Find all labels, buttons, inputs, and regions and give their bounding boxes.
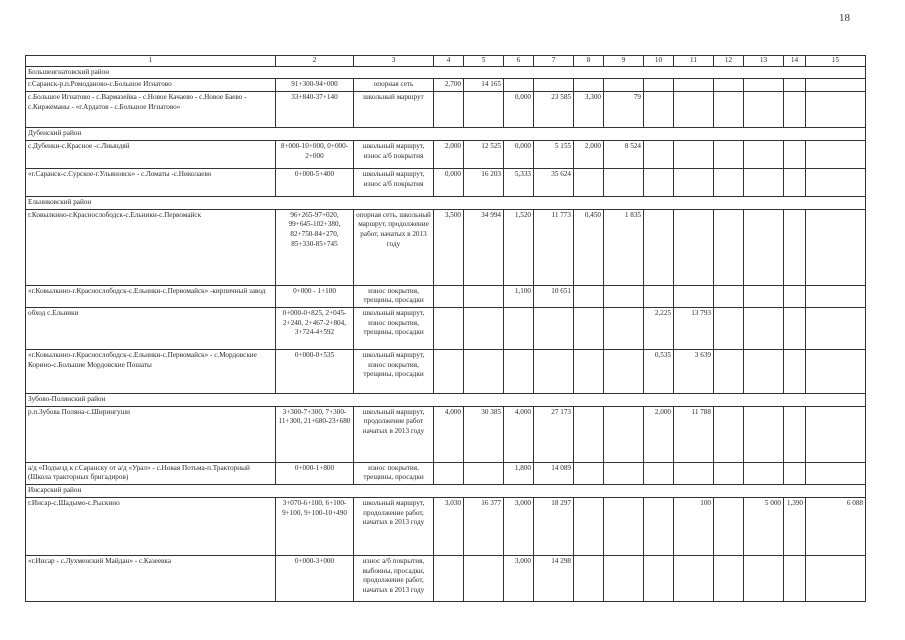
value-cell: 18 297 <box>534 497 574 555</box>
district-title: Инсарский район <box>26 485 866 498</box>
value-cell <box>806 406 866 462</box>
value-cell: 4,000 <box>504 406 534 462</box>
value-cell <box>744 168 784 196</box>
value-cell <box>644 555 674 601</box>
value-cell: 11 788 <box>674 406 714 462</box>
table-row <box>26 79 866 92</box>
district-title: Зубово-Полянский район <box>26 394 866 407</box>
km-range-cell: 33+840-37+140 <box>276 92 354 128</box>
value-cell: 6 088 <box>806 497 866 555</box>
road-name-cell: р.п.Зубова Поляна-с.Ширингуши <box>26 406 276 462</box>
road-name-cell: г.Саранск-р.п.Ромоданово-с.Большое Игнатово <box>26 79 276 92</box>
value-cell <box>604 497 644 555</box>
column-header: 15 <box>806 56 866 67</box>
table-row <box>26 209 866 285</box>
road-name-cell: «г.Саранск-с.Сурское-г.Ульяновск» - с.Ломаты -с.Николаево <box>26 168 276 196</box>
value-cell: 5,333 <box>504 168 534 196</box>
value-cell <box>744 140 784 168</box>
value-cell <box>604 168 644 196</box>
km-range-cell: 0+000-3+000 <box>276 555 354 601</box>
value-cell <box>604 79 644 92</box>
value-cell <box>574 285 604 307</box>
value-cell <box>714 462 744 484</box>
value-cell <box>806 209 866 285</box>
district-row <box>26 66 866 79</box>
value-cell: 2,000 <box>644 406 674 462</box>
header-row <box>26 56 866 67</box>
value-cell: 0,535 <box>644 350 674 394</box>
value-cell <box>644 497 674 555</box>
value-cell <box>504 308 534 350</box>
purpose-cell: школьный маршрут, износ покрытия, трещины, просадки <box>354 350 434 394</box>
value-cell: 1 835 <box>604 209 644 285</box>
column-header: 6 <box>504 56 534 67</box>
column-header: 9 <box>604 56 644 67</box>
district-row <box>26 394 866 407</box>
value-cell: 79 <box>604 92 644 128</box>
km-range-cell: 3+070-6+100, 6+100-9+100, 9+100-10+490 <box>276 497 354 555</box>
district-title: Ельниковский район <box>26 196 866 209</box>
km-range-cell: 0+000 - 1+100 <box>276 285 354 307</box>
value-cell <box>744 462 784 484</box>
value-cell: 23 585 <box>534 92 574 128</box>
purpose-cell: школьный маршрут, продолжение работ начатых в 2013 году <box>354 406 434 462</box>
value-cell: 2,000 <box>434 140 464 168</box>
value-cell <box>744 350 784 394</box>
value-cell <box>464 350 504 394</box>
value-cell <box>604 555 644 601</box>
value-cell: 1,100 <box>504 285 534 307</box>
value-cell <box>674 285 714 307</box>
value-cell: 5 000 <box>744 497 784 555</box>
value-cell <box>714 350 744 394</box>
value-cell <box>644 462 674 484</box>
value-cell <box>434 462 464 484</box>
value-cell <box>644 285 674 307</box>
value-cell: 14 165 <box>464 79 504 92</box>
value-cell: 10 651 <box>534 285 574 307</box>
km-range-cell: 0+000-0+535 <box>276 350 354 394</box>
table-row <box>26 92 866 128</box>
road-name-cell: а/д «Подъезд к г.Саранску от а/д «Урал» - с.Новая Потьма-п.Тракторный (Школа тракторных бригадиров) <box>26 462 276 484</box>
value-cell <box>806 462 866 484</box>
road-name-cell: «г.Ковылкино-г.Краснослободск-с.Ельники-с.Первомайск» -кирпичный завод <box>26 285 276 307</box>
district-row <box>26 196 866 209</box>
value-cell: 35 624 <box>534 168 574 196</box>
value-cell <box>604 350 644 394</box>
road-name-cell: обход с.Ельники <box>26 308 276 350</box>
value-cell <box>434 350 464 394</box>
value-cell: 3,000 <box>504 497 534 555</box>
value-cell <box>574 79 604 92</box>
value-cell <box>574 168 604 196</box>
purpose-cell: опорная сеть <box>354 79 434 92</box>
km-range-cell: 0+000-1+800 <box>276 462 354 484</box>
value-cell: 16 377 <box>464 497 504 555</box>
km-range-cell: 91+300-94+000 <box>276 79 354 92</box>
value-cell <box>744 285 784 307</box>
value-cell: 0,000 <box>504 92 534 128</box>
purpose-cell: опорная сеть, школьный маршрут, продолжение работ, начатых в 2013 году <box>354 209 434 285</box>
value-cell <box>714 92 744 128</box>
value-cell <box>714 168 744 196</box>
value-cell <box>784 92 806 128</box>
value-cell: 3,030 <box>434 497 464 555</box>
value-cell <box>806 168 866 196</box>
column-header: 5 <box>464 56 504 67</box>
purpose-cell: школьный маршрут, износ покрытия, трещины, просадки <box>354 308 434 350</box>
km-range-cell: 8+000-10+000, 0+000-2+000 <box>276 140 354 168</box>
road-works-table <box>25 55 866 602</box>
purpose-cell: школьный маршрут, продолжение работ, начатых в 2013 году <box>354 497 434 555</box>
value-cell: 1,390 <box>784 497 806 555</box>
km-range-cell: 3+300-7+300, 7+300-11+300, 21+680-23+680 <box>276 406 354 462</box>
value-cell <box>714 555 744 601</box>
value-cell <box>784 406 806 462</box>
value-cell: 0,000 <box>434 168 464 196</box>
value-cell: 34 994 <box>464 209 504 285</box>
value-cell <box>574 497 604 555</box>
value-cell <box>674 92 714 128</box>
value-cell: 2,700 <box>434 79 464 92</box>
value-cell <box>644 209 674 285</box>
value-cell <box>644 168 674 196</box>
value-cell: 1,800 <box>504 462 534 484</box>
road-name-cell: г.Инсар-с.Шадымо-с.Рыскино <box>26 497 276 555</box>
value-cell: 8 524 <box>604 140 644 168</box>
value-cell <box>674 140 714 168</box>
value-cell: 11 773 <box>534 209 574 285</box>
value-cell: 16 203 <box>464 168 504 196</box>
km-range-cell: 0+000-5+400 <box>276 168 354 196</box>
value-cell: 14 089 <box>534 462 574 484</box>
column-header: 8 <box>574 56 604 67</box>
value-cell: 3,500 <box>434 209 464 285</box>
column-header: 10 <box>644 56 674 67</box>
value-cell <box>806 285 866 307</box>
value-cell: 1,520 <box>504 209 534 285</box>
road-name-cell: с.Большое Игнатово - с.Вармазейка - с.Новое Качаево - с.Новое Баево - с.Киржеманы - «г.Ардатов - с.Большое Игнатово» <box>26 92 276 128</box>
road-name-cell: г.Ковылкино-г.Краснослободск-с.Ельники-с.Первомайск <box>26 209 276 285</box>
district-row <box>26 485 866 498</box>
value-cell: 30 385 <box>464 406 504 462</box>
column-header: 14 <box>784 56 806 67</box>
column-header: 3 <box>354 56 434 67</box>
value-cell <box>714 140 744 168</box>
value-cell: 13 793 <box>674 308 714 350</box>
value-cell <box>714 79 744 92</box>
value-cell: 14 298 <box>534 555 574 601</box>
table-row <box>26 140 866 168</box>
column-header: 7 <box>534 56 574 67</box>
table-row <box>26 350 866 394</box>
value-cell <box>806 308 866 350</box>
purpose-cell: школьный маршрут, износ а/б покрытия <box>354 140 434 168</box>
value-cell <box>784 308 806 350</box>
value-cell: 12 525 <box>464 140 504 168</box>
value-cell <box>784 350 806 394</box>
district-title: Большеигнатовский район <box>26 66 866 79</box>
page-number: 18 <box>839 12 850 24</box>
value-cell <box>744 92 784 128</box>
value-cell: 27 173 <box>534 406 574 462</box>
road-name-cell: «г.Ковылкино-г.Краснослободск-с.Ельники-с.Первомайск» - с.Мордовские Корино-с.Большие Мордовские Пошаты <box>26 350 276 394</box>
value-cell <box>784 285 806 307</box>
value-cell <box>464 555 504 601</box>
table-row <box>26 168 866 196</box>
value-cell <box>434 285 464 307</box>
value-cell <box>784 209 806 285</box>
value-cell <box>644 79 674 92</box>
road-name-cell: с.Дубенки-с.Красное -с.Лиындяй <box>26 140 276 168</box>
value-cell <box>604 308 644 350</box>
value-cell <box>604 406 644 462</box>
value-cell <box>574 350 604 394</box>
value-cell: 100 <box>674 497 714 555</box>
value-cell <box>806 92 866 128</box>
km-range-cell: 96+265-97+020, 99+645-102+380, 82+750-84+270, 85+330-85+745 <box>276 209 354 285</box>
purpose-cell: износ покрытия, трещины, просадки <box>354 285 434 307</box>
value-cell <box>784 555 806 601</box>
value-cell: 0,450 <box>574 209 604 285</box>
value-cell <box>644 140 674 168</box>
value-cell <box>534 79 574 92</box>
value-cell <box>464 92 504 128</box>
purpose-cell: износ покрытия, трещины, просадки <box>354 462 434 484</box>
column-header: 11 <box>674 56 714 67</box>
value-cell <box>806 140 866 168</box>
column-header: 4 <box>434 56 464 67</box>
value-cell: 2,000 <box>574 140 604 168</box>
value-cell <box>784 140 806 168</box>
column-header: 13 <box>744 56 784 67</box>
value-cell <box>714 209 744 285</box>
value-cell <box>434 92 464 128</box>
purpose-cell: износ а/б покрытия, выбоины, просадки, продолжение работ, начатых в 2013 году <box>354 555 434 601</box>
district-row <box>26 128 866 141</box>
purpose-cell: школьный маршрут, износ а/б покрытия <box>354 168 434 196</box>
value-cell: 2,225 <box>644 308 674 350</box>
value-cell: 3,300 <box>574 92 604 128</box>
value-cell: 5 155 <box>534 140 574 168</box>
value-cell <box>744 209 784 285</box>
value-cell <box>784 168 806 196</box>
value-cell <box>604 462 644 484</box>
value-cell <box>504 350 534 394</box>
value-cell <box>674 209 714 285</box>
value-cell <box>806 79 866 92</box>
value-cell <box>574 555 604 601</box>
value-cell <box>784 79 806 92</box>
value-cell <box>534 350 574 394</box>
value-cell <box>714 497 744 555</box>
value-cell <box>806 555 866 601</box>
value-cell <box>464 285 504 307</box>
km-range-cell: 0+000-0+825, 2+045-2+240, 2+467-2+804, 3+724-4+592 <box>276 308 354 350</box>
table-row <box>26 406 866 462</box>
value-cell <box>674 168 714 196</box>
value-cell <box>714 308 744 350</box>
value-cell <box>674 462 714 484</box>
value-cell <box>784 462 806 484</box>
table-row <box>26 497 866 555</box>
value-cell <box>744 308 784 350</box>
table-row <box>26 308 866 350</box>
column-header: 12 <box>714 56 744 67</box>
value-cell <box>674 79 714 92</box>
value-cell <box>714 406 744 462</box>
value-cell <box>464 308 504 350</box>
purpose-cell: школьный маршрут <box>354 92 434 128</box>
value-cell <box>674 555 714 601</box>
value-cell: 3 639 <box>674 350 714 394</box>
value-cell: 0,000 <box>504 140 534 168</box>
column-header: 1 <box>26 56 276 67</box>
value-cell <box>574 462 604 484</box>
value-cell <box>434 308 464 350</box>
district-title: Дубенский район <box>26 128 866 141</box>
road-name-cell: «г.Инсар - с.Лухменский Майдан» - с.Казеевка <box>26 555 276 601</box>
value-cell <box>714 285 744 307</box>
value-cell <box>644 92 674 128</box>
value-cell <box>504 79 534 92</box>
table-row <box>26 285 866 307</box>
value-cell <box>434 555 464 601</box>
value-cell <box>574 308 604 350</box>
value-cell <box>744 555 784 601</box>
value-cell <box>464 462 504 484</box>
value-cell <box>604 285 644 307</box>
column-header: 2 <box>276 56 354 67</box>
value-cell <box>574 406 604 462</box>
value-cell <box>744 79 784 92</box>
table-row <box>26 462 866 484</box>
value-cell <box>744 406 784 462</box>
value-cell: 4,000 <box>434 406 464 462</box>
table-row <box>26 555 866 601</box>
value-cell <box>806 350 866 394</box>
value-cell <box>534 308 574 350</box>
value-cell: 3,000 <box>504 555 534 601</box>
